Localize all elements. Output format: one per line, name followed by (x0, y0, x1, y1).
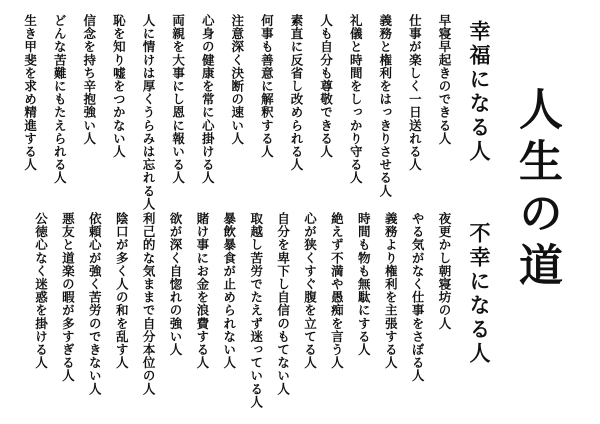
rule-line: 陰口が多く人の和を乱す人 (114, 212, 130, 370)
rule-line: 欲が深く自惚れの強い人 (168, 212, 183, 357)
rule-line: 両親を大事にし恩に報いる人 (170, 14, 186, 185)
poster-title: 人生の道 (511, 86, 562, 294)
rule-line: 礼儀と時間をしっかり守る人 (348, 14, 364, 185)
rule-line: 人に情けは厚くうらみは忘れる人 (141, 14, 156, 211)
rule-line: 何事も善意に解釈する人 (259, 14, 275, 159)
rule-line: 自分を卑下し自信のもてない人 (275, 212, 291, 396)
rule-line: 賭け事にお金を浪費する人 (194, 212, 210, 370)
rule-line: 仕事が楽しく一日送れる人 (407, 14, 423, 172)
rule-line: 公徳心なく迷惑を掛ける人 (33, 212, 49, 370)
rule-line: 依頼心が強く苦労のできない人 (87, 212, 103, 396)
rule-line: 絶えず不満や愚痴を言う人 (329, 212, 345, 370)
rule-line: 信念を持ち辛抱強い人 (81, 14, 97, 145)
rule-line: 取越し苦労でたえず迷っている人 (248, 212, 264, 409)
rule-line: 暴飲暴食が止められない人 (221, 212, 237, 370)
rule-line: 素直に反省し改められる人 (289, 14, 304, 172)
rule-line: やる気がなく仕事をさぼる人 (410, 212, 426, 383)
rule-line: 夜更かし朝寝坊の人 (437, 212, 452, 330)
rule-line: 利己的な気ままで自分本位の人 (141, 212, 157, 396)
rule-line: 生き甲斐を求め精進する人 (22, 14, 38, 172)
unhappy-heading: 不幸になる人 (467, 222, 492, 366)
rule-line: 心身の健康を常に心掛ける人 (200, 14, 216, 185)
rule-line: 義務より権利を主張する人 (383, 212, 399, 370)
happy-heading: 幸福になる人 (467, 20, 492, 164)
rule-line: 恥を知り嘘をつかない人 (111, 14, 127, 159)
rule-line: 人も自分も尊敬できる人 (318, 14, 334, 159)
rule-line: 心が狭くすぐ腹を立てる人 (302, 212, 318, 370)
rule-line: 早寝早起きのできる人 (437, 14, 452, 145)
rule-line: 注意深く決断の速い人 (229, 14, 245, 145)
rule-line: 義務と権利をはっきりさせる人 (377, 14, 393, 198)
rule-line: どんな苦難にもたえられる人 (52, 14, 68, 185)
rule-line: 悪友と道楽の暇が多すぎる人 (60, 212, 76, 383)
rule-line: 時間も物も無駄にする人 (356, 212, 372, 357)
